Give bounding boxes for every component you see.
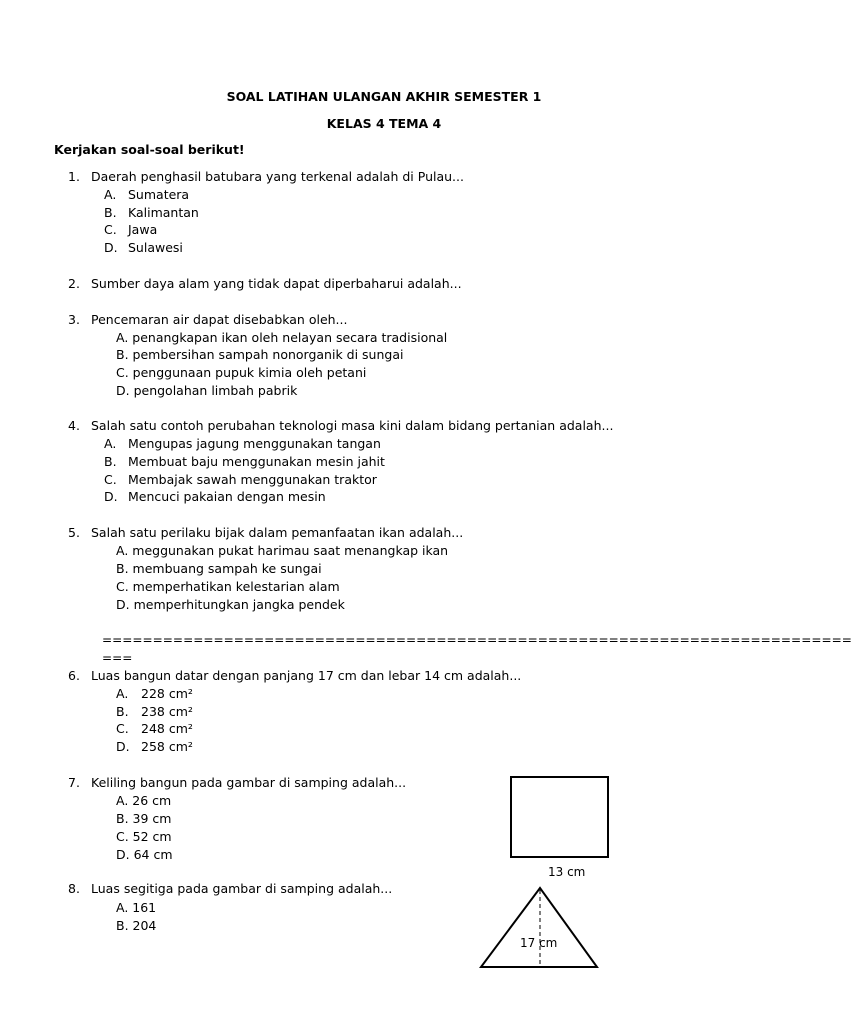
triangle-height-label: 17 cm (520, 936, 558, 950)
option-text: Kalimantan (128, 205, 199, 220)
option-label: B. (104, 205, 117, 220)
question-number: 2. (68, 276, 80, 291)
question-text: Keliling bangun pada gambar di samping adalah... (91, 775, 407, 790)
question-number: 3. (68, 312, 80, 327)
question-text: Sumber daya alam yang tidak dapat diperbaharui adalah... (91, 276, 462, 291)
option-label: A. (104, 436, 117, 451)
option-text: B. 39 cm (116, 811, 172, 826)
page-subtitle: KELAS 4 TEMA 4 (326, 116, 442, 131)
option-text: Membuat baju menggunakan mesin jahit (128, 454, 385, 469)
option-label: C. (116, 721, 129, 736)
question-text: Daerah penghasil batubara yang terkenal adalah di Pulau... (91, 169, 464, 184)
option-text: Jawa (128, 222, 158, 237)
question-text: Luas segitiga pada gambar di samping adalah... (91, 881, 393, 896)
option-label: A. (104, 187, 117, 202)
triangle-figure (479, 887, 599, 969)
option-text: D. memperhitungkan jangka pendek (116, 597, 345, 612)
option-text: Mengupas jagung menggunakan tangan (128, 436, 381, 451)
question-number: 6. (68, 668, 80, 683)
question-number: 8. (68, 881, 80, 896)
option-text: D. pengolahan limbah pabrik (116, 383, 298, 398)
option-text: B. 204 (116, 918, 157, 933)
question-number: 7. (68, 775, 80, 790)
option-label: A. (116, 686, 129, 701)
option-text: C. 52 cm (116, 829, 172, 844)
option-text: 228 cm² (141, 686, 193, 701)
divider-line-continuation: === (102, 651, 133, 665)
question-number: 1. (68, 169, 80, 184)
option-text: A. meggunakan pukat harimau saat menangkap ikan (116, 543, 449, 558)
option-text: Sulawesi (128, 240, 183, 255)
question-text: Salah satu contoh perubahan teknologi masa kini dalam bidang pertanian adalah... (91, 418, 614, 433)
option-text: A. penangkapan ikan oleh nelayan secara tradisional (116, 330, 448, 345)
option-text: 248 cm² (141, 721, 193, 736)
divider-line: ========================================================================== (102, 633, 852, 647)
square-side-label: 13 cm (548, 865, 586, 879)
question-text: Pencemaran air dapat disebabkan oleh... (91, 312, 348, 327)
question-number: 4. (68, 418, 80, 433)
option-label: D. (116, 739, 130, 754)
square-figure (510, 776, 610, 858)
option-text: C. memperhatikan kelestarian alam (116, 579, 340, 594)
question-number: 5. (68, 525, 80, 540)
option-text: 238 cm² (141, 704, 193, 719)
question-text: Luas bangun datar dengan panjang 17 cm dan lebar 14 cm adalah... (91, 668, 522, 683)
option-text: C. penggunaan pupuk kimia oleh petani (116, 365, 367, 380)
option-label: C. (104, 472, 117, 487)
instruction: Kerjakan soal-soal berikut! (54, 142, 245, 157)
option-label: B. (104, 454, 117, 469)
option-text: A. 161 (116, 900, 157, 915)
option-label: C. (104, 222, 117, 237)
option-text: Mencuci pakaian dengan mesin (128, 489, 326, 504)
option-text: 258 cm² (141, 739, 193, 754)
option-label: D. (104, 240, 118, 255)
option-text: B. membuang sampah ke sungai (116, 561, 322, 576)
option-text: D. 64 cm (116, 847, 173, 862)
question-text: Salah satu perilaku bijak dalam pemanfaatan ikan adalah... (91, 525, 464, 540)
option-label: B. (116, 704, 129, 719)
page-title: SOAL LATIHAN ULANGAN AKHIR SEMESTER 1 (226, 89, 542, 104)
option-text: A. 26 cm (116, 793, 172, 808)
option-text: B. pembersihan sampah nonorganik di sungai (116, 347, 404, 362)
option-label: D. (104, 489, 118, 504)
option-text: Membajak sawah menggunakan traktor (128, 472, 377, 487)
option-text: Sumatera (128, 187, 190, 202)
